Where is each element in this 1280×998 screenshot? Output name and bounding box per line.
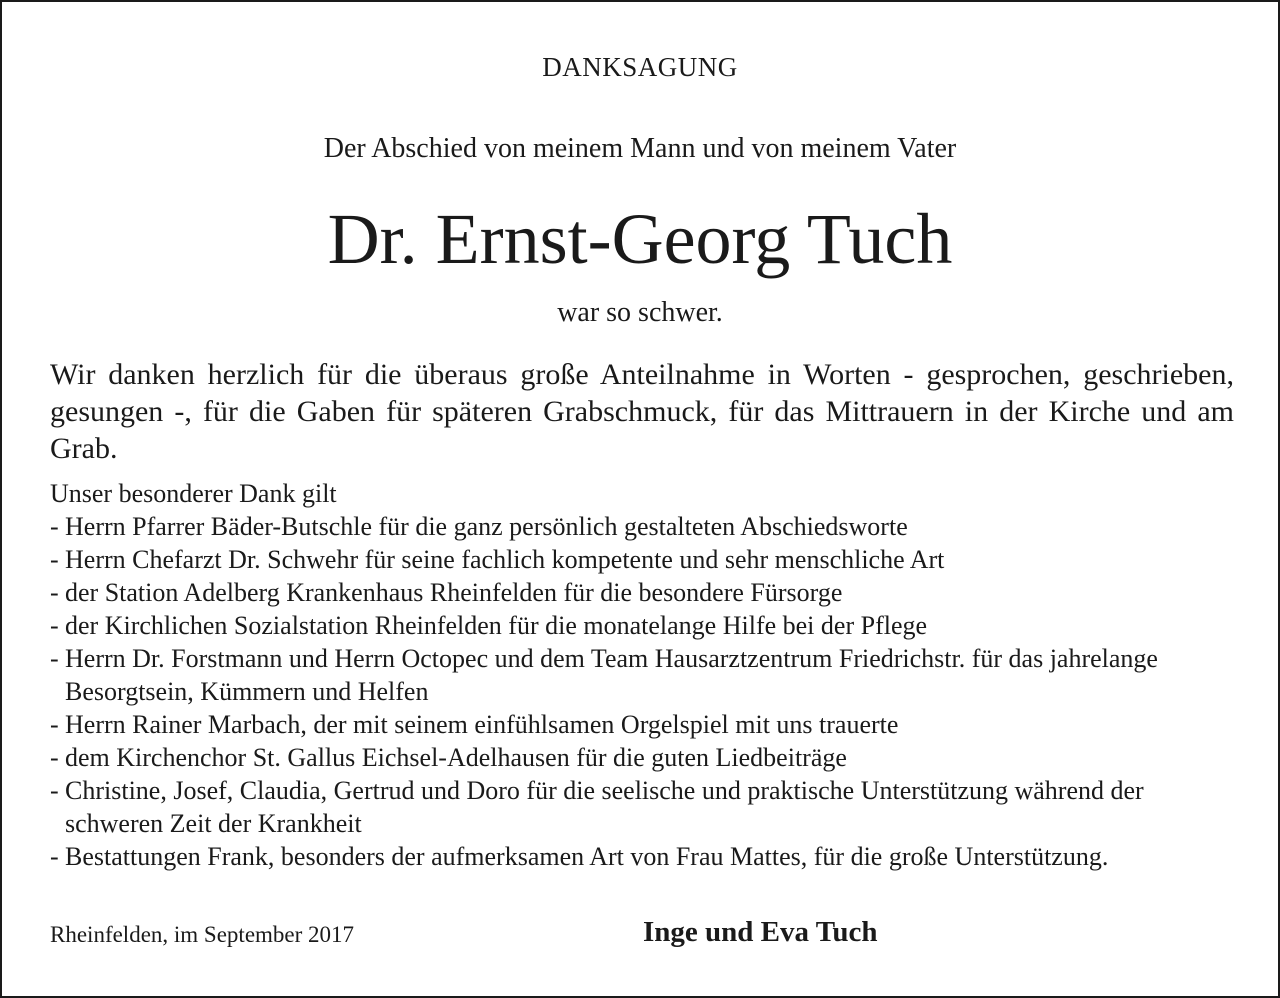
list-item-text: dem Kirchenchor St. Gallus Eichsel-Adelhausen für die guten Liedbeiträge <box>65 743 847 772</box>
list-item <box>50 576 1240 609</box>
list-dash: - <box>50 545 59 574</box>
list-item-text: Herrn Pfarrer Bäder-Butschle für die ganz persönlich gestalteten Abschiedsworte <box>65 512 908 541</box>
list-dash: - <box>50 710 59 739</box>
special-thanks-intro: Unser besonderer Dank gilt <box>50 479 337 508</box>
list-item-text: Herrn Dr. Forstmann und Herrn Octopec und dem Team Hausarztzentrum Friedrichstr. für das jahrelange Besorgtsein, Kümmern und Helfen <box>65 644 1158 706</box>
list-dash: - <box>50 644 59 673</box>
list-item <box>50 609 1240 642</box>
list-item <box>50 840 1240 873</box>
thanks-paragraph: Wir danken herzlich für die überaus große Anteilnahme in Worten - gesprochen, geschrieben, gesungen -, für die Gaben für späteren Grabschmuck, für das Mittrauern in der Kirche und am Grab. <box>50 358 1234 465</box>
list-item-text: der Station Adelberg Krankenhaus Rheinfelden für die besondere Fürsorge <box>65 578 843 607</box>
special-thanks-list <box>50 510 1240 873</box>
list-item-text: Herrn Rainer Marbach, der mit seinem einfühlsamen Orgelspiel mit uns trauerte <box>65 710 899 739</box>
outro-line: war so schwer. <box>557 297 723 328</box>
list-dash: - <box>50 776 59 805</box>
list-item-text: Christine, Josef, Claudia, Gertrud und Doro für die seelische und praktische Unterstützung während der schweren Zeit der Krankheit <box>65 776 1144 838</box>
list-item-text: Herrn Chefarzt Dr. Schwehr für seine fachlich kompetente und sehr menschliche Art <box>65 545 945 574</box>
signature: Inge und Eva Tuch <box>643 916 878 948</box>
list-item <box>50 741 1240 774</box>
list-item <box>50 774 1240 840</box>
list-item <box>50 642 1240 708</box>
place-date: Rheinfelden, im September 2017 <box>50 922 355 947</box>
list-item <box>50 543 1240 576</box>
list-dash: - <box>50 611 59 640</box>
list-dash: - <box>50 512 59 541</box>
deceased-name: Dr. Ernst-Georg Tuch <box>327 199 953 279</box>
list-dash: - <box>50 578 59 607</box>
intro-line: Der Abschied von meinem Mann und von meinem Vater <box>323 133 957 164</box>
notice-heading: DANKSAGUNG <box>542 52 738 82</box>
list-item-text: der Kirchlichen Sozialstation Rheinfelden für die monatelange Hilfe bei der Pflege <box>65 611 928 640</box>
list-item <box>50 510 1240 543</box>
list-dash: - <box>50 842 59 871</box>
list-item-text: Bestattungen Frank, besonders der aufmerksamen Art von Frau Mattes, für die große Unterstützung. <box>65 842 1109 871</box>
list-dash: - <box>50 743 59 772</box>
special-thanks-section <box>50 477 1240 873</box>
list-item <box>50 708 1240 741</box>
